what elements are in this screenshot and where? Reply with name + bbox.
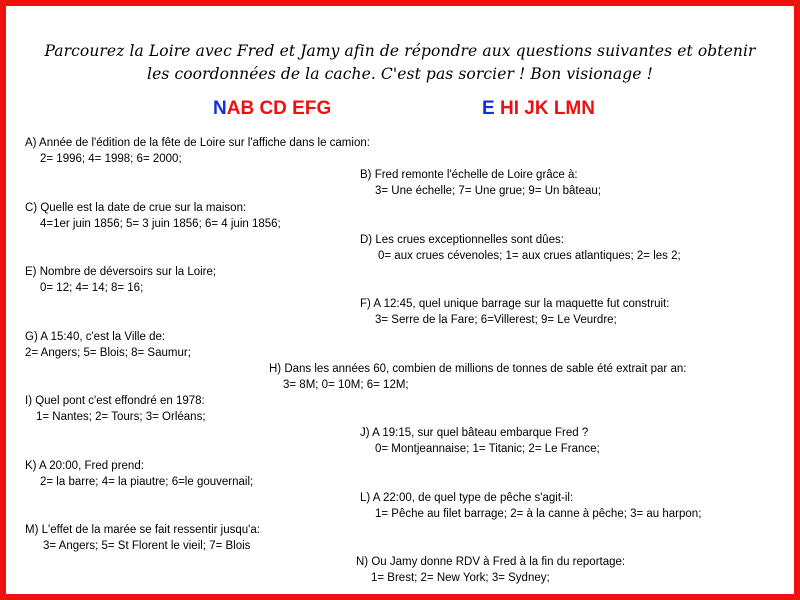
question-text: F) A 12:45, quel unique barrage sur la maquette fut construit: xyxy=(360,298,670,310)
answer-options: 2= Angers; 5= Blois; 8= Saumur; xyxy=(25,347,191,359)
question-text: H) Dans les années 60, combien de millions de tonnes de sable été extrait par an: xyxy=(269,363,687,375)
north-coordinate xyxy=(213,98,331,120)
north-letters: AB CD EFG xyxy=(226,98,332,119)
east-coordinate xyxy=(482,98,595,120)
answer-options: 0= aux crues cévenoles; 1= aux crues atlantiques; 2= les 2; xyxy=(378,250,681,262)
answer-options: 3= Une échelle; 7= Une grue; 9= Un bâteau; xyxy=(375,185,602,197)
answer-options: 1= Nantes; 2= Tours; 3= Orléans; xyxy=(36,411,206,423)
answer-options: 4=1er juin 1856; 5= 3 juin 1856; 6= 4 juin 1856; xyxy=(40,218,281,230)
east-letters: HI JK LMN xyxy=(499,98,595,119)
question-j xyxy=(360,425,600,457)
question-text: L) A 22:00, de quel type de pêche s'agit-il: xyxy=(360,492,574,504)
question-text: A) Année de l'édition de la fête de Loire sur l'affiche dans le camion: xyxy=(25,137,370,149)
question-e xyxy=(25,264,216,296)
intro-line-2: les coordonnées de la cache. C'est pas sorcier ! Bon visionage ! xyxy=(147,65,653,83)
answer-options: 3= 8M; 0= 10M; 6= 12M; xyxy=(283,379,409,391)
question-text: K) A 20:00, Fred prend: xyxy=(25,460,144,472)
question-text: M) L'effet de la marée se fait ressentir jusqu'a: xyxy=(25,524,260,536)
question-text: I) Quel pont c'est effondré en 1978: xyxy=(25,395,205,407)
question-k xyxy=(25,458,253,490)
answer-options: 3= Angers; 5= St Florent le vieil; 7= Blois xyxy=(43,540,251,552)
answer-options: 2= la barre; 4= la piautre; 6=le gouvernail; xyxy=(40,476,254,488)
question-text: C) Quelle est la date de crue sur la maison: xyxy=(25,202,247,214)
answer-options: 1= Pêche au filet barrage; 2= à la canne à pêche; 3= au harpon; xyxy=(375,508,702,520)
answer-options: 0= Montjeannaise; 1= Titanic; 2= Le France; xyxy=(375,443,600,455)
question-d xyxy=(360,232,681,264)
intro-line-1: Parcourez la Loire avec Fred et Jamy afin de répondre aux questions suivantes et obtenir xyxy=(44,42,756,60)
question-h xyxy=(269,361,686,393)
question-l xyxy=(360,490,701,522)
question-n xyxy=(356,554,625,586)
question-f xyxy=(360,296,669,328)
question-b xyxy=(360,167,601,199)
answer-options: 2= 1996; 4= 1998; 6= 2000; xyxy=(40,153,182,165)
question-text: E) Nombre de déversoirs sur la Loire; xyxy=(25,266,217,278)
question-m xyxy=(25,522,260,554)
question-a xyxy=(25,135,370,167)
question-text: D) Les crues exceptionnelles sont dûes: xyxy=(360,234,564,246)
question-text: B) Fred remonte l'échelle de Loire grâce à: xyxy=(360,169,578,181)
question-text: J) A 19:15, sur quel bâteau embarque Fred ? xyxy=(360,427,589,439)
question-c xyxy=(25,200,281,232)
question-g xyxy=(25,329,191,361)
question-i xyxy=(25,393,206,425)
question-text: G) A 15:40, c'est la Ville de: xyxy=(25,331,166,343)
answer-options: 3= Serre de la Fare; 6=Villerest; 9= Le Veurdre; xyxy=(375,314,617,326)
east-direction: E xyxy=(482,98,495,119)
intro-text xyxy=(6,40,794,86)
answer-options: 1= Brest; 2= New York; 3= Sydney; xyxy=(371,572,550,584)
answer-options: 0= 12; 4= 14; 8= 16; xyxy=(40,282,144,294)
north-direction: N xyxy=(213,98,227,119)
question-text: N) Ou Jamy donne RDV à Fred à la fin du reportage: xyxy=(356,556,626,568)
